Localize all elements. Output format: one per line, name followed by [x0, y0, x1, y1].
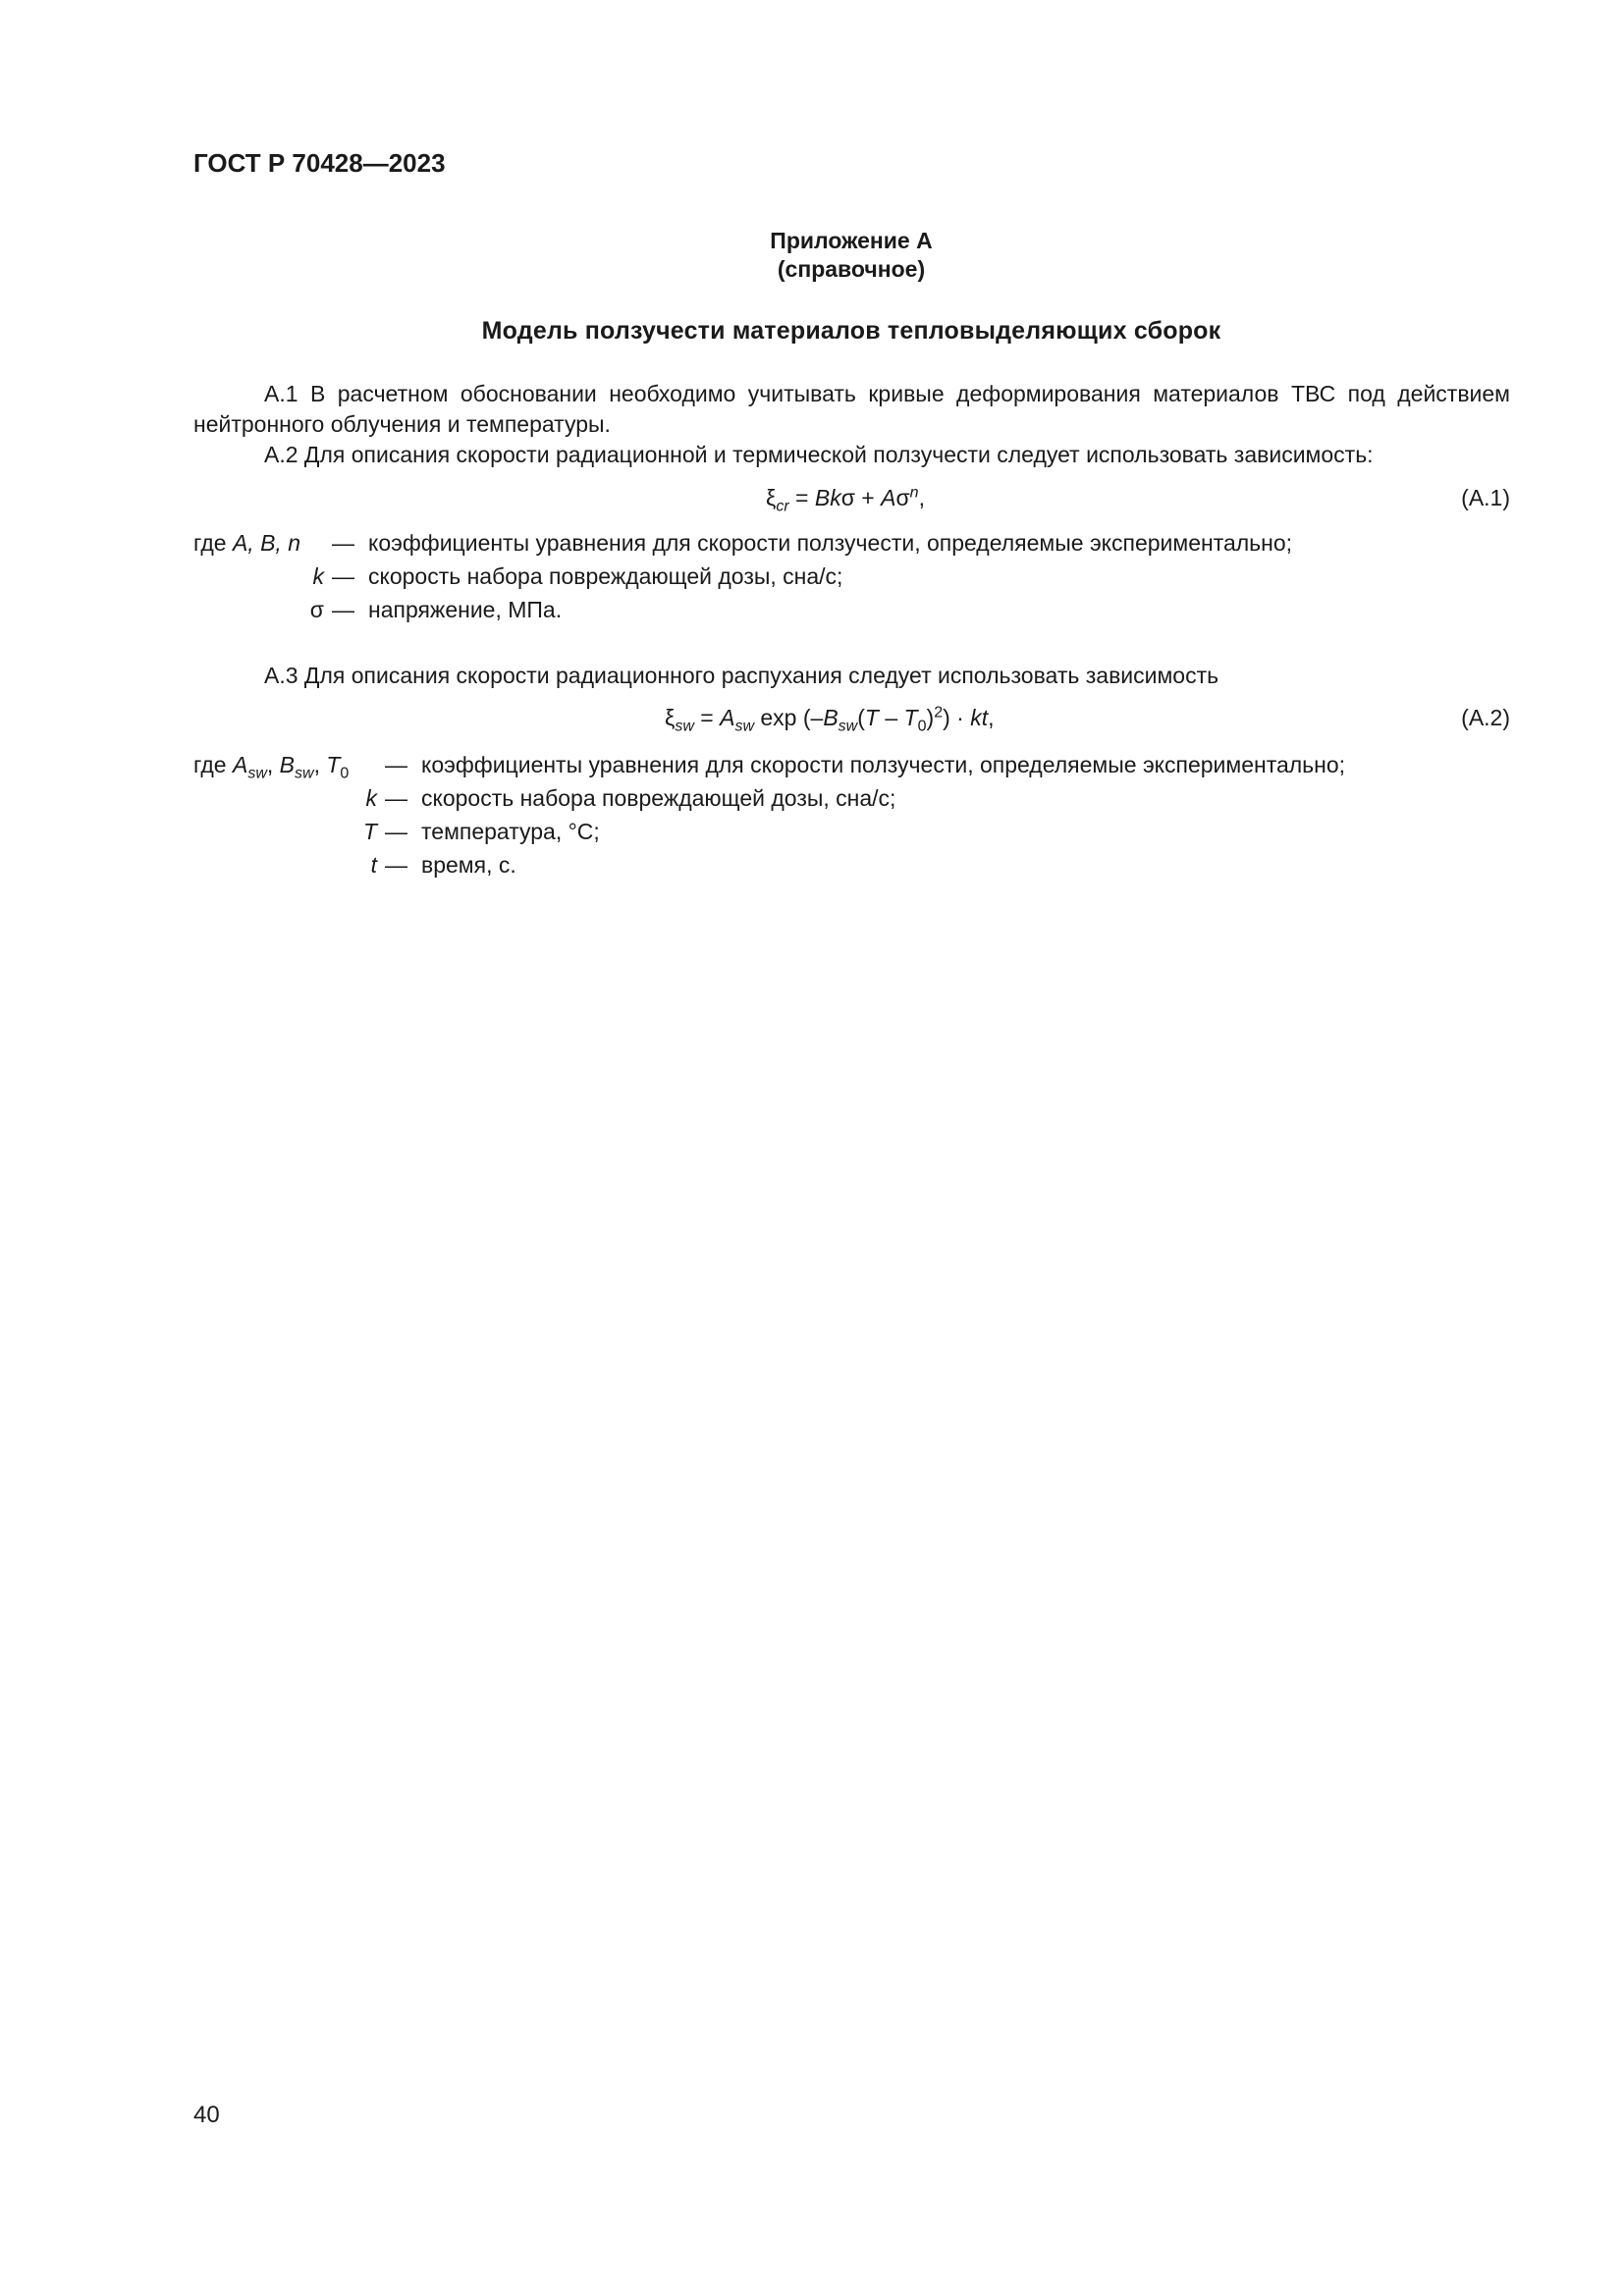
appendix-kind: (справочное) [777, 256, 926, 282]
where-symbol: t [370, 852, 377, 878]
paragraph-a3: А.3 Для описания скорости радиационного распухания следует использовать зависимость [264, 663, 1219, 688]
dash: — [332, 597, 354, 622]
where-symbol: k [312, 563, 324, 589]
equation-number-a1: (А.1) [1461, 485, 1510, 510]
equation-number-a2: (А.2) [1461, 705, 1510, 730]
formula-a1: $\xi_{cr} = Bk\sigma + A\sigma^n$, [766, 484, 925, 515]
where-desc: коэффициенты уравнения для скорости ползучести, определяемые экспериментально; [421, 752, 1346, 777]
where-symbol: T [362, 819, 377, 844]
dash: — [332, 563, 354, 589]
where-symbol: σ [309, 597, 324, 622]
standard-code: ГОСТ Р 70428—2023 [193, 148, 446, 178]
paragraph-a1: А.1 В расчетном обосновании необходимо учитывать кривые деформирования материалов ТВС под действием нейтронного облучения и температуры. [193, 381, 1510, 437]
where-desc: температура, °С; [421, 819, 600, 844]
where-desc: скорость набора повреждающей дозы, сна/с; [421, 785, 896, 811]
dash: — [385, 852, 407, 878]
page-number: 40 [193, 2102, 220, 2128]
where-desc: коэффициенты уравнения для скорости ползучести, определяемые экспериментально; [368, 530, 1293, 556]
where-desc: напряжение, МПа. [368, 597, 563, 622]
dash: — [332, 530, 354, 556]
dash: — [385, 752, 407, 777]
where-desc: время, с. [421, 852, 516, 878]
paragraph-a2: А.2 Для описания скорости радиационной и термической ползучести следует использовать зависимость: [264, 442, 1374, 467]
appendix-title: Приложение А [770, 228, 933, 253]
where-prefix-1: где A, B, n [193, 530, 301, 556]
where-symbol: k [365, 785, 377, 811]
dash: — [385, 819, 407, 844]
section-title: Модель ползучести материалов тепловыделяющих сборок [481, 317, 1221, 345]
where-desc: скорость набора повреждающей дозы, сна/с; [368, 563, 843, 589]
where-prefix-2: где $A_{sw}$, $B_{sw}$, $T_0$ [193, 752, 350, 782]
dash: — [385, 785, 407, 811]
formula-a2: $\xi_{sw} = A_{sw}$ $\exp (-B_{sw}(T - T_0)^2)$ · kt, [665, 704, 995, 735]
